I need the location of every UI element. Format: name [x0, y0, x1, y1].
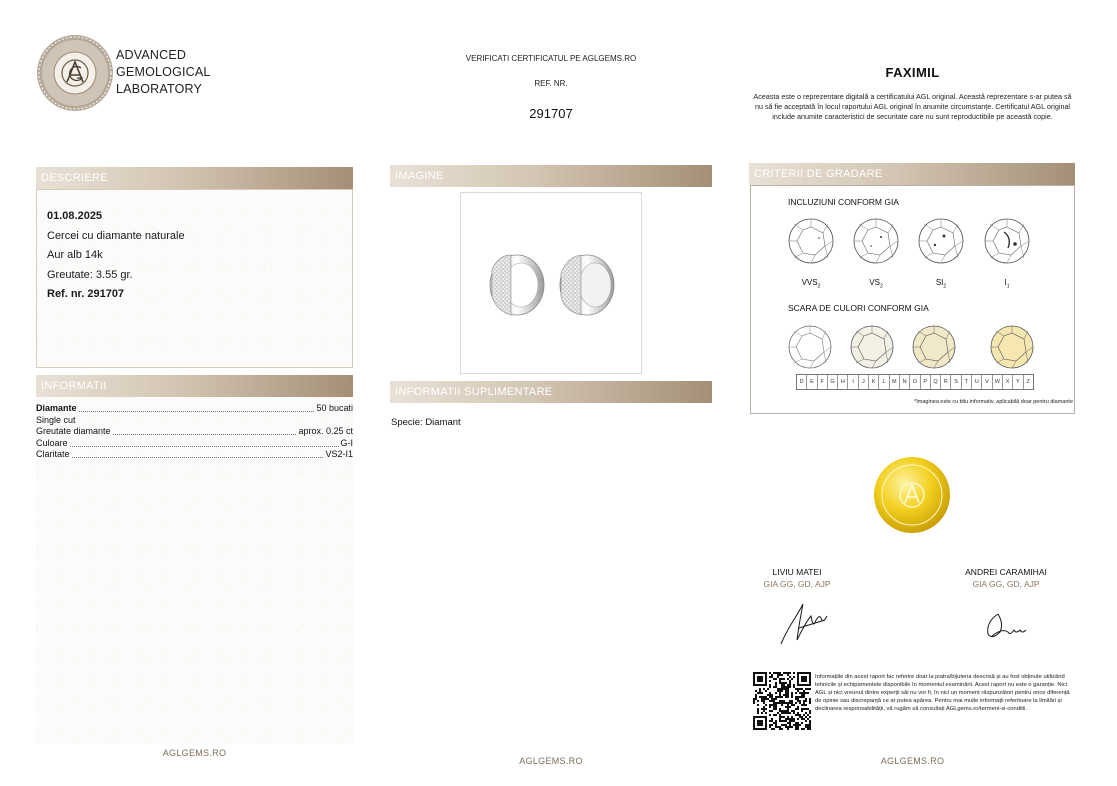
color-scale-letter: W [992, 375, 1002, 389]
color-scale-letter: D [799, 379, 804, 385]
color-scale-letter: K [868, 375, 878, 389]
gold-seal [873, 456, 951, 534]
faximil-text: Aceasta este o reprezentare digitală a certificatului AGL original. Această reprezentare s-ar putea să nu să fie acceptată în locul raportului AGL original în anumite circumstanțe. Certificatul AGL original include anumite caracteristici de securitate care nu sunt reproductibile pe această copie. [753, 92, 1072, 121]
grade-sub: 2 [879, 283, 883, 290]
disclaimer-text: Informațiile din acest raport fac referire doar la piatra/bijuteria descrisă și au fost obținute utilizând tehnicile și echipamentele disponibile în momentul examinării. Acest raport nu este o garanție. Nici AGL și nici vreunul dintre experții săi nu vor fi, în nici un moment răspunzători pentru orice diferență de opinie sau discrepanță ce ar putea apărea. Pentru mai multe informații referitoare la limitări și declinarea responsabilității, vă rugăm să consultați AGLgems.ro/termeni-si-conditii. [815, 674, 1070, 713]
info-label: Diamante [36, 403, 77, 413]
color-scale-letter: H [837, 375, 847, 389]
footer-left: AGLGEMS.RO [162, 748, 227, 758]
color-scale-letter: R [940, 375, 950, 389]
info-value: G-I [340, 438, 353, 448]
ref-value: 291707 [529, 106, 573, 121]
color-scale-title: SCARA DE CULORI CONFORM GIA [788, 303, 929, 313]
informatii-header: INFORMATII [36, 375, 353, 397]
suplimentare-header: INFORMATII SUPLIMENTARE [390, 381, 712, 403]
ref-label: REF. NR. [534, 79, 568, 88]
earrings-image [461, 193, 643, 375]
grade-label: VS [869, 278, 880, 287]
signer-1-credentials: GIA GG, GD, AJP [763, 579, 831, 589]
color-scale-letter: V [981, 375, 991, 389]
signer-1-signature [777, 600, 837, 653]
color-scale-letter: O [909, 375, 919, 389]
info-row-claritate [36, 449, 353, 460]
leader-dots [72, 449, 324, 458]
brand-name [116, 47, 211, 98]
leader-dots [113, 426, 297, 435]
info-value: VS2-I1 [325, 449, 353, 459]
info-label: Claritate [36, 449, 70, 459]
brand-line-2: GEMOLOGICAL [116, 65, 211, 79]
grade-si [921, 278, 961, 290]
color-scale-letter: S [950, 375, 960, 389]
descriere-content [47, 207, 185, 305]
color-diamond-colorless [788, 325, 832, 374]
diamond-vs [853, 218, 899, 269]
color-scale-letter: Q [930, 375, 940, 389]
color-diamond-light [990, 325, 1034, 374]
signer-2-credentials: GIA GG, GD, AJP [972, 579, 1040, 589]
descriere-ref: Ref. nr. 291707 [47, 288, 125, 300]
color-scale-letter: M [889, 375, 899, 389]
info-row-culoare [36, 438, 353, 449]
info-label: Culoare [36, 438, 68, 448]
color-scale-letter: J [858, 375, 868, 389]
signer-1-name: LIVIU MATEI [772, 567, 822, 577]
product-image [460, 192, 642, 374]
grade-sub: 2 [943, 283, 947, 290]
footer-right: AGLGEMS.RO [880, 756, 945, 766]
color-diamond-near-colorless [850, 325, 894, 374]
info-value: 50 bucati [316, 403, 353, 413]
specie-text: Specie: Diamant [391, 417, 461, 428]
grade-sub: 2 [817, 283, 821, 290]
color-scale-letter: X [1002, 375, 1012, 389]
diamond-si [918, 218, 964, 269]
grade-label: SI [935, 278, 944, 287]
color-scale-letter: N [899, 375, 909, 389]
descriere-header: DESCRIERE [36, 167, 353, 189]
color-scale [796, 374, 1034, 390]
info-label: Single cut [36, 415, 76, 425]
signer-2-name: ANDREI CARAMIHAI [965, 567, 1047, 577]
color-scale-letter: F [817, 375, 827, 389]
color-scale-letter: G [827, 375, 837, 389]
color-scale-letter: Y [1012, 375, 1022, 389]
descriere-item: Cercei cu diamante naturale [47, 229, 185, 242]
color-scale-letter: T [961, 375, 971, 389]
info-row-greutate [36, 426, 353, 437]
info-label: Greutate diamante [36, 426, 111, 436]
color-scale-letter: L [878, 375, 888, 389]
info-row-diamante [36, 403, 353, 414]
criterii-note: *Imaginea este cu titlu informativ, aplicabilă doar pentru diamante [914, 399, 1073, 405]
descriere-weight: Greutate: 3.55 gr. [47, 268, 133, 281]
color-scale-letter: P [920, 375, 930, 389]
descriere-date: 01.08.2025 [47, 210, 103, 222]
leader-dots [79, 403, 315, 412]
info-row-cut [36, 415, 353, 426]
signer-2-signature [978, 606, 1034, 651]
diamond-i [984, 218, 1030, 269]
color-diamond-faint [912, 325, 956, 374]
descriere-metal: Aur alb 14k [47, 249, 103, 261]
grade-i [987, 278, 1027, 290]
qr-code[interactable] [753, 672, 811, 730]
verify-text: VERIFICATI CERTIFICATUL PE AGLGEMS.RO [465, 54, 637, 63]
faximil-title: FAXIMIL [885, 65, 940, 80]
grade-label: I [1004, 278, 1007, 287]
imagine-header: IMAGINE [390, 165, 712, 187]
criterii-header: CRITERII DE GRADARE [749, 163, 1075, 185]
inclusions-title: INCLUZIUNI CONFORM GIA [788, 197, 899, 207]
grade-label: VVS [801, 278, 818, 287]
grade-sub: 1 [1006, 283, 1010, 290]
grade-vs [856, 278, 896, 290]
brand-line-1: ADVANCED [116, 48, 187, 62]
color-scale-letter: E [806, 375, 816, 389]
info-value: aprox. 0.25 ct [298, 426, 353, 436]
color-scale-letter: U [971, 375, 981, 389]
diamond-vvs [788, 218, 834, 269]
color-scale-letter: I [847, 375, 857, 389]
brand-line-3: LABORATORY [116, 82, 203, 96]
footer-middle: AGLGEMS.RO [519, 756, 583, 766]
agl-logo-seal [36, 34, 114, 112]
leader-dots [70, 438, 339, 447]
color-scale-letter: Z [1023, 375, 1033, 389]
grade-vvs [791, 278, 831, 290]
